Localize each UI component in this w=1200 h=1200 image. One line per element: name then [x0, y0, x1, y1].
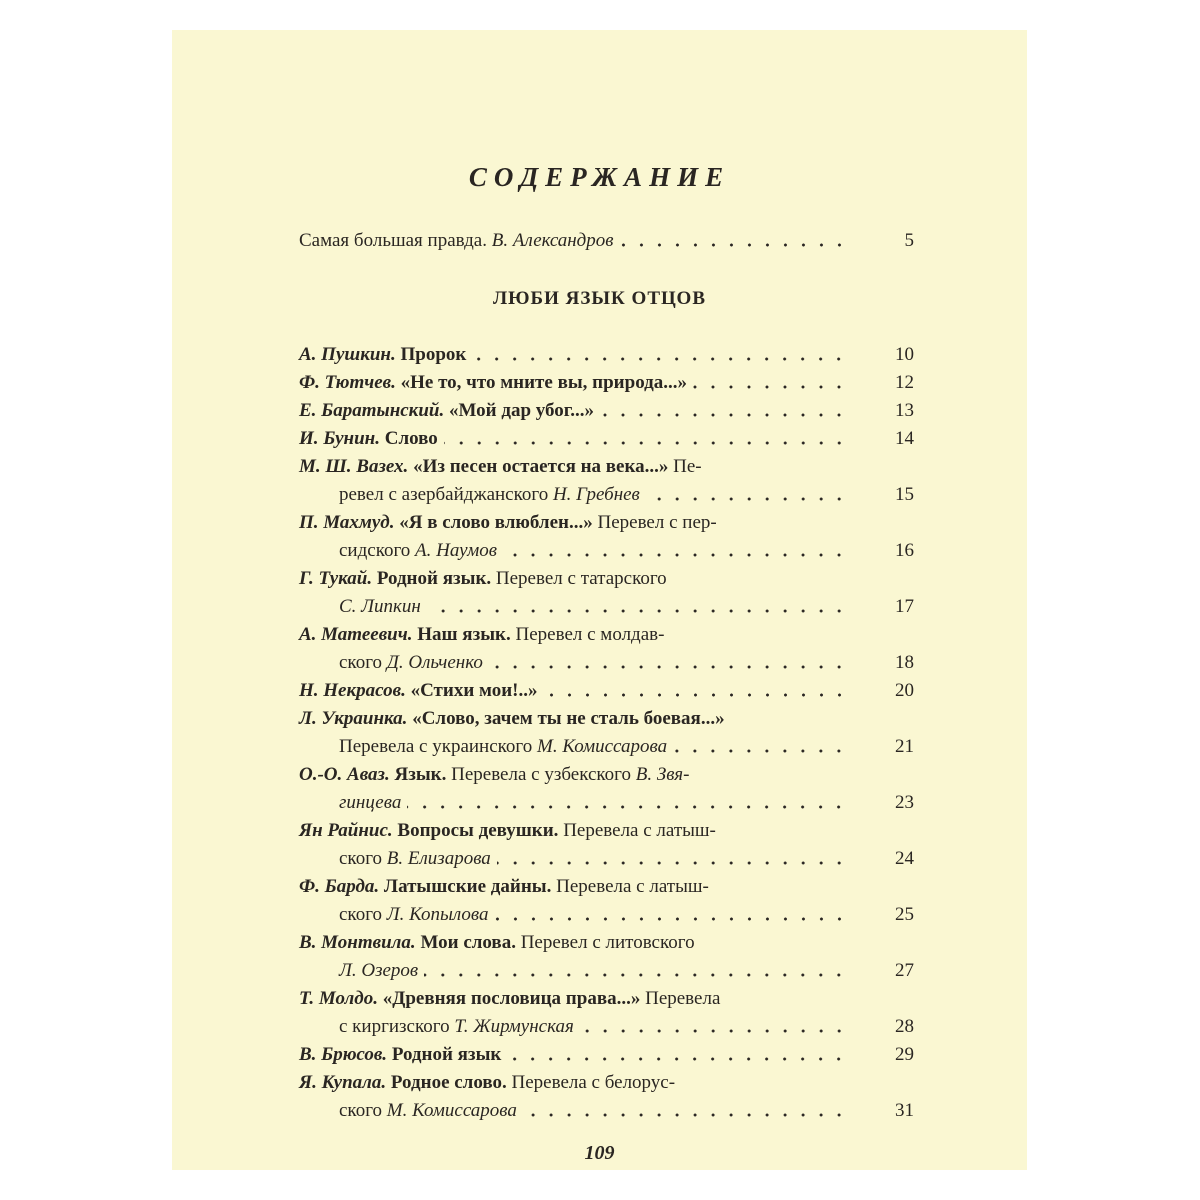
dot-leader — [472, 356, 848, 362]
toc-entry — [299, 1041, 914, 1069]
intro-title: Самая большая правда. — [299, 230, 487, 251]
entry-note: ского — [339, 652, 383, 673]
entry-author: Н. Некрасов. — [299, 680, 406, 701]
entry-title: Вопросы девушки. — [397, 820, 559, 841]
page-number: 20 — [895, 680, 914, 701]
entry-title: Мои слова. — [420, 932, 516, 953]
page-number: 10 — [895, 344, 914, 365]
entry-title: «Стихи мои!..» — [410, 680, 538, 701]
dot-leader — [673, 748, 848, 754]
entry-translator: Д. Ольченко — [386, 652, 483, 673]
entry-note: ревел с азербайджанского — [339, 484, 549, 505]
entry-author: Ф. Тютчев. — [299, 372, 396, 393]
dot-leader — [444, 440, 848, 446]
entry-title: Язык. — [394, 764, 447, 785]
entry-title: Пророк — [400, 344, 467, 365]
page-number: 5 — [904, 230, 914, 251]
dot-leader — [507, 1056, 848, 1062]
book-page — [172, 30, 1027, 1170]
entry-note: Перевела с латыш- — [563, 820, 716, 841]
entry-translator: М. Комиссарова — [386, 1100, 517, 1121]
entry-note: Перевела с украинского — [339, 736, 533, 757]
entry-note: ского — [339, 848, 383, 869]
entry-note: Перевела с латыш- — [556, 876, 709, 897]
section-title: ЛЮБИ ЯЗЫК ОТЦОВ — [492, 288, 706, 309]
entry-note: Перевела — [645, 988, 721, 1009]
entry-note: Перевел с литовского — [520, 932, 695, 953]
entry-translator: Л. Копылова — [386, 904, 489, 925]
entry-note: с киргизского — [339, 1016, 450, 1037]
page-number: 21 — [895, 736, 914, 757]
entry-author: Т. Молдо. — [299, 988, 378, 1009]
dot-leader — [503, 552, 848, 558]
entry-translator: В. Звя- — [635, 764, 690, 785]
toc-entry — [299, 1069, 914, 1125]
page-number: 17 — [895, 596, 914, 617]
entry-note: Перевел с пер- — [597, 512, 717, 533]
entry-translator: Т. Жирмунская — [454, 1016, 574, 1037]
entry-translator: С. Липкин — [339, 596, 421, 617]
dot-leader — [424, 972, 848, 978]
entry-title: Наш язык. — [417, 624, 511, 645]
dot-leader — [523, 1112, 848, 1118]
page-number: 27 — [895, 960, 914, 981]
entry-title: Родной язык — [391, 1044, 502, 1065]
entry-note: Перевел с молдав- — [515, 624, 665, 645]
entry-author: Я. Купала. — [299, 1072, 387, 1093]
page-number: 15 — [895, 484, 914, 505]
entry-title: «Мой дар убог...» — [448, 400, 594, 421]
intro-author: В. Александров — [491, 230, 614, 251]
entry-author: И. Бунин. — [299, 428, 380, 449]
page-number: 14 — [895, 428, 914, 449]
dot-leader — [407, 804, 848, 810]
dot-leader — [600, 412, 848, 418]
entry-note: ского — [339, 904, 383, 925]
entry-title: «Древняя пословица права...» — [382, 988, 641, 1009]
entry-title: «Из песен остается на века...» — [413, 456, 669, 477]
dot-leader — [489, 664, 848, 670]
dot-leader — [693, 384, 848, 390]
entry-note: ского — [339, 1100, 383, 1121]
entry-title: Родное слово. — [390, 1072, 507, 1093]
entry-title: Слово — [384, 428, 438, 449]
entry-author: Ф. Барда. — [299, 876, 380, 897]
toc-entry — [299, 873, 914, 929]
toc-entry — [299, 565, 914, 621]
entry-translator: Н. Гребнев — [552, 484, 640, 505]
entry-author: Е. Баратынский. — [299, 400, 445, 421]
dot-leader — [580, 1028, 848, 1034]
entry-title: «Не то, что мните вы, природа...» — [400, 372, 688, 393]
entry-author: А. Матеевич. — [299, 624, 413, 645]
toc-entry — [299, 453, 914, 509]
page-number: 18 — [895, 652, 914, 673]
entry-title: Латышские дайны. — [383, 876, 552, 897]
intro-entry — [299, 227, 914, 255]
dot-leader — [544, 692, 849, 698]
page-number: 31 — [895, 1100, 914, 1121]
page-number: 25 — [895, 904, 914, 925]
entry-author: О.-О. Аваз. — [299, 764, 390, 785]
toc-entry — [299, 929, 914, 985]
entry-translator: гинцева — [339, 792, 402, 813]
entry-note: Перевел с татарского — [495, 568, 667, 589]
toc-entry — [299, 621, 914, 677]
page-number: 13 — [895, 400, 914, 421]
entry-author: В. Брюсов. — [299, 1044, 388, 1065]
entry-note: Перевела с белорус- — [511, 1072, 676, 1093]
entry-author: Г. Тукай. — [299, 568, 373, 589]
toc-entry — [299, 425, 914, 453]
entry-translator: А. Наумов — [415, 540, 497, 561]
table-of-contents — [299, 341, 914, 1125]
dot-leader — [620, 242, 848, 248]
entry-author: Ян Райнис. — [299, 820, 393, 841]
page-number: 28 — [895, 1016, 914, 1037]
toc-entry — [299, 397, 914, 425]
entry-translator: В. Елизарова — [386, 848, 491, 869]
entry-title: «Я в слово влюблен...» — [399, 512, 593, 533]
toc-entry — [299, 761, 914, 817]
entry-note: Пе- — [673, 456, 702, 477]
entry-note: сидского — [339, 540, 411, 561]
entry-author: Л. Украинка. — [299, 708, 408, 729]
page-number: 23 — [895, 792, 914, 813]
entry-author: М. Ш. Вазех. — [299, 456, 409, 477]
entry-author: П. Махмуд. — [299, 512, 395, 533]
toc-entry — [299, 369, 914, 397]
toc-entry — [299, 817, 914, 873]
contents-heading: СОДЕРЖАНИЕ — [468, 162, 731, 192]
entry-author: А. Пушкин. — [299, 344, 396, 365]
dot-leader — [427, 608, 848, 614]
toc-entry — [299, 705, 914, 761]
toc-entry — [299, 341, 914, 369]
entry-note: Перевела с узбекского — [451, 764, 631, 785]
page-number: 24 — [895, 848, 914, 869]
dot-leader — [646, 496, 848, 502]
page-number: 12 — [895, 372, 914, 393]
entry-author: В. Монтвила. — [299, 932, 416, 953]
entry-translator: Л. Озеров — [339, 960, 419, 981]
toc-entry — [299, 985, 914, 1041]
toc-entry — [299, 509, 914, 565]
entry-title: «Слово, зачем ты не сталь боевая...» — [412, 708, 725, 729]
entry-title: Родной язык. — [376, 568, 492, 589]
page-number: 29 — [895, 1044, 914, 1065]
toc-entry — [299, 677, 914, 705]
entry-translator: М. Комиссарова — [537, 736, 668, 757]
dot-leader — [497, 860, 848, 866]
dot-leader — [495, 916, 848, 922]
page-number: 16 — [895, 540, 914, 561]
page-folio: 109 — [584, 1142, 615, 1164]
